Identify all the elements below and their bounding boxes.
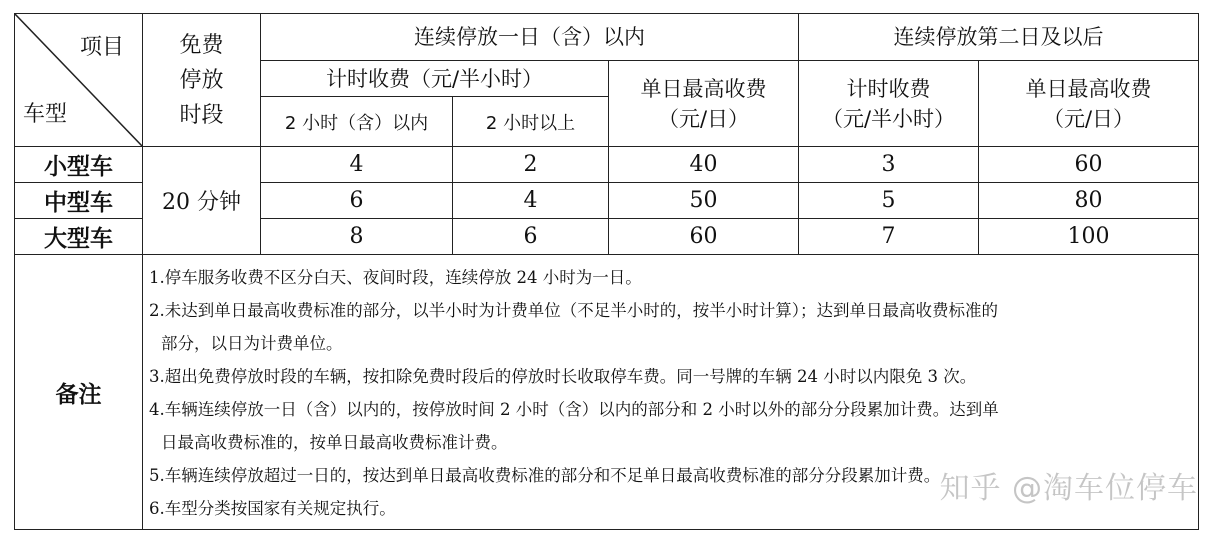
- fee-cell: 100: [979, 219, 1199, 255]
- daily-max-header-line2: （元/日）: [657, 106, 750, 131]
- daily-max-header-line1: 单日最高收费: [640, 76, 767, 101]
- daily-max-header: [609, 61, 799, 147]
- fee-cell: 40: [609, 147, 799, 183]
- free-period-header: 免费 停放 时段: [143, 14, 261, 147]
- vehicle-type-cell: 中型车: [15, 183, 143, 219]
- watermark: 知乎 @淘车位停车: [939, 471, 1198, 506]
- group-day1-header: 连续停放一日（含）以内: [261, 14, 799, 61]
- note-6-text: 6.车型分类按国家有关规定执行。: [149, 499, 396, 518]
- note-2-text: 2.未达到单日最高收费标准的部分，以半小时为计费单位（不足半小时的，按半小时计算）；达到单日最高收费标准的: [149, 301, 998, 320]
- remarks-label: 备注: [15, 255, 143, 530]
- day2-hourly-header-line1: 计时收费: [846, 76, 931, 101]
- over-2h-header: 2 小时以上: [453, 97, 609, 147]
- fee-cell: 60: [979, 147, 1199, 183]
- vehicle-type-label: 车型: [23, 102, 68, 127]
- fee-cell: 60: [609, 219, 799, 255]
- within-2h-header: 2 小时（含）以内: [261, 97, 453, 147]
- fee-cell: 80: [979, 183, 1199, 219]
- fee-cell: 2: [453, 147, 609, 183]
- group-day2-header: 连续停放第二日及以后: [799, 14, 1199, 61]
- note-5-text: 5.车辆连续停放超过一日的，按达到单日最高收费标准的部分和不足单日最高收费标准的部分分段累加计费。: [149, 466, 941, 485]
- day2-hourly-header-line2: （元/半小时）: [821, 106, 956, 131]
- vehicle-type-cell: 大型车: [15, 219, 143, 255]
- fee-cell: 50: [609, 183, 799, 219]
- fee-cell: 7: [799, 219, 979, 255]
- day2-max-header-line1: 单日最高收费: [1025, 76, 1152, 101]
- hourly-fee-half-hour-header: 计时收费（元/半小时）: [261, 61, 609, 97]
- note-3: [149, 360, 1188, 393]
- day2-hourly-header: [799, 61, 979, 147]
- note-4-text: 4.车辆连续停放一日（含）以内的，按停放时间 2 小时（含）以内的部分和 2 小时以外的部分分段累加计费。达到单: [149, 400, 999, 419]
- table-row: [15, 147, 1199, 183]
- fee-cell: 4: [453, 183, 609, 219]
- note-1: [149, 261, 1188, 294]
- free-period-value: 20 分钟: [143, 147, 261, 255]
- fee-cell: 6: [453, 219, 609, 255]
- note-2-continuation: 部分，以日为计费单位。: [161, 334, 343, 353]
- fee-cell: 8: [261, 219, 453, 255]
- note-3-text: 3.超出免费停放时段的车辆，按扣除免费时段后的停放时长收取停车费。同一号牌的车辆 24 小时以内限免 3 次。: [149, 367, 977, 386]
- note-1-text: 1.停车服务收费不区分白天、夜间时段，连续停放 24 小时为一日。: [149, 268, 642, 287]
- note-4-continuation: 日最高收费标准的，按单日最高收费标准计费。: [161, 433, 508, 452]
- day2-max-header: [979, 61, 1199, 147]
- fee-cell: 6: [261, 183, 453, 219]
- parking-fee-table: [14, 13, 1199, 530]
- diagonal-header-cell: [15, 14, 143, 147]
- fee-cell: 4: [261, 147, 453, 183]
- day2-max-header-line2: （元/日）: [1042, 106, 1135, 131]
- vehicle-type-cell: 小型车: [15, 147, 143, 183]
- note-2: [149, 294, 1188, 360]
- fee-cell: 5: [799, 183, 979, 219]
- fee-cell: 3: [799, 147, 979, 183]
- item-label: 项目: [79, 35, 124, 60]
- note-4: [149, 393, 1188, 459]
